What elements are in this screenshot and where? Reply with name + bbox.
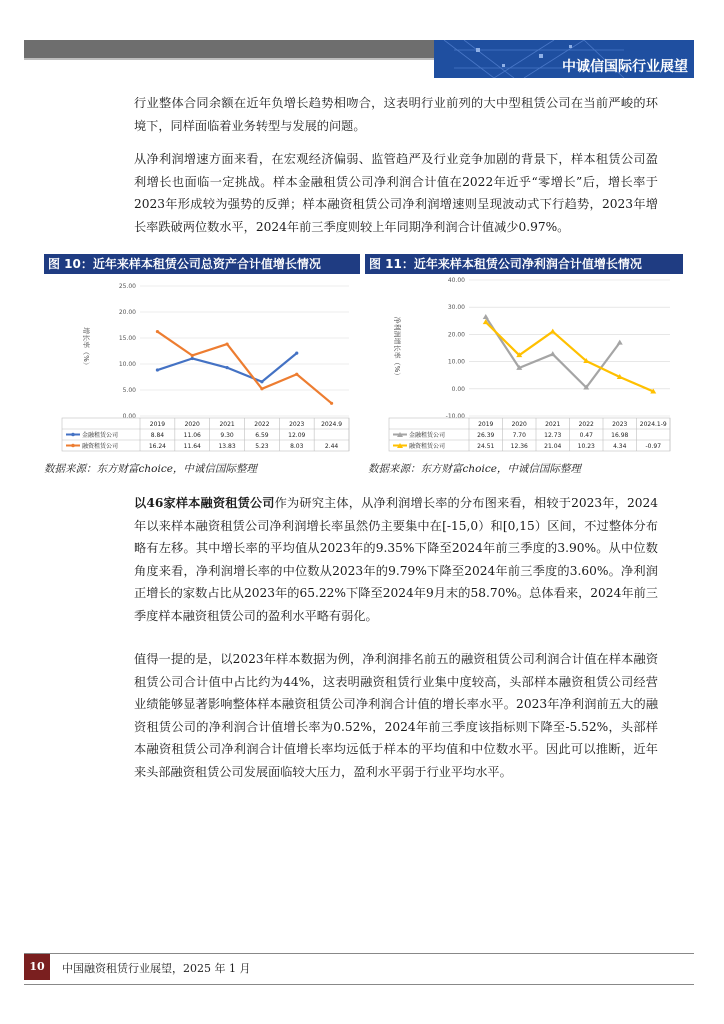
paragraph-1: 行业整体合同余额在近年负增长趋势相吻合，这表明行业前列的大中型租赁公司在当前严峻的环境下，同样面临着业务转型与发展的问题。 <box>134 96 658 133</box>
legend-series-name: 金融租赁公司 <box>409 432 446 439</box>
paragraph-3-text: 作为研究主体，从净利润增长率的分布图来看，相较于2023年，2024年以来样本融资租赁公司净利润增长率虽然仍主要集中在[-15,0）和[0,15）区间，不过整体分布略有左移。其中增长率的平均值从2023年的9.35%下降至2024年前三季度的3.90%。从中位数角度来看，净利润增长率的中位数从2023年的9.79%下降至2024年前三季度的3.60%。净利润正增长的家数占比从2023年的65.22%下降至2024年9月末的58.70%。总体看来，2024年前三季度样本融资租赁公司的盈利水平略有弱化。 <box>134 496 658 623</box>
x-category-label: 2022 <box>254 421 270 428</box>
data-value-label: 12.36 <box>510 443 528 450</box>
y-tick-label: 10.00 <box>118 361 136 368</box>
footer-text: 中国融资租赁行业展望，2025 年 1 月 <box>62 962 251 975</box>
data-point <box>260 387 263 390</box>
data-point <box>550 329 556 334</box>
y-tick-label: 30.00 <box>447 304 465 312</box>
legend-series-name: 融资租赁公司 <box>409 443 446 450</box>
data-value-label: 2.44 <box>324 443 339 450</box>
y-tick-label: -10.00 <box>445 413 465 420</box>
data-value-label: 4.34 <box>613 443 627 450</box>
data-value-label: 12.73 <box>544 432 562 439</box>
page-number: 10 <box>24 954 50 980</box>
data-point <box>260 380 263 383</box>
data-value-label: 9.30 <box>220 432 234 439</box>
data-value-label: 16.24 <box>148 443 167 450</box>
x-category-label: 2020 <box>184 421 200 428</box>
x-category-label: 2019 <box>149 421 166 428</box>
data-point <box>550 351 556 356</box>
y-tick-label: 10.00 <box>447 358 465 366</box>
data-value-label: 10.23 <box>577 443 595 450</box>
y-tick-label: 0.00 <box>122 413 136 420</box>
x-category-label: 2020 <box>511 421 527 428</box>
x-category-label: 2021 <box>545 421 561 428</box>
figure-10-title: 图 10：近年来样本租赁公司总资产合计值增长情况 <box>44 254 360 274</box>
legend-series-name: 金融租赁公司 <box>82 432 119 439</box>
data-point <box>295 373 298 376</box>
data-point <box>191 357 194 360</box>
figure-10-source: 数据来源：东方财富choice，中诚信国际整理 <box>44 463 257 475</box>
y-tick-label: 5.00 <box>122 387 136 394</box>
data-point <box>156 368 159 371</box>
data-point <box>191 354 194 357</box>
data-point <box>225 342 228 345</box>
data-value-label: 21.04 <box>544 443 562 450</box>
footer-bottom-divider <box>24 984 694 985</box>
paragraph-3-bold: 以46家样本融资租赁公司 <box>134 496 275 510</box>
x-category-label: 2022 <box>578 421 594 428</box>
data-value-label: 11.06 <box>183 432 201 439</box>
y-tick-label: 40.00 <box>447 277 465 284</box>
data-value-label: 24.51 <box>477 443 495 450</box>
data-value-label: 8.84 <box>150 432 165 439</box>
data-point <box>295 352 298 355</box>
data-point <box>156 330 159 333</box>
header-title: 中诚信国际行业展望 <box>562 59 688 75</box>
x-category-label: 2023 <box>612 421 628 428</box>
data-point <box>483 314 489 319</box>
data-value-label: 7.70 <box>512 432 526 439</box>
figure-10-chart <box>44 276 356 460</box>
data-value-label: 0.47 <box>579 432 593 439</box>
x-category-label: 2019 <box>478 421 494 428</box>
x-category-label: 2024.9 <box>321 421 343 428</box>
y-tick-label: 0.00 <box>451 385 465 393</box>
y-axis-label: 净利润增长率（%） <box>393 316 401 380</box>
data-value-label: 11.64 <box>183 443 201 450</box>
paragraph-2: 从净利润增速方面来看，在宏观经济偏弱、监管趋严及行业竞争加剧的背景下，样本租赁公司盈利增长也面临一定挑战。样本金融租赁公司净利润合计值在2022年近乎“零增长”后，增长率于2023年形成较为强势的反弹；样本融资租赁公司净利润增速则呈现波动式下行趋势，2023年增长率跌破两位数水平，2024年前三季度则较上年同期净利润合计值减少0.97%。 <box>134 152 658 234</box>
figure-11-source: 数据来源：东方财富choice，中诚信国际整理 <box>368 463 581 475</box>
data-value-label: 6.59 <box>255 432 269 439</box>
data-value-label: 13.83 <box>218 443 236 450</box>
figure-11-chart <box>365 276 679 460</box>
legend-series-name: 融资租赁公司 <box>82 443 119 450</box>
y-tick-label: 20.00 <box>118 309 136 316</box>
paragraph-4: 值得一提的是，以2023年样本数据为例，净利润排名前五的融资租赁公司利润合计值在样本融资租赁公司合计值中占比约为44%，这表明融资租赁行业集中度较高，头部样本融资租赁公司经营业绩能够显著影响整体样本融资租赁公司净利润合计值的增长率水平。2023年净利润前五大的融资租赁公司的净利润合计值增长率为0.52%，2024年前三季度该指标则下降至-5.52%，头部样本融资租赁公司净利润合计值增长率均远低于样本的平均值和中位数水平。因此可以推断，近年来头部融资租赁公司发展面临较大压力，盈利水平弱于行业平均水平。 <box>134 652 658 779</box>
series-line-2 <box>157 332 331 404</box>
x-category-label: 2024.1-9 <box>639 421 667 428</box>
y-tick-label: 25.00 <box>118 283 136 290</box>
figure-11-title: 图 11：近年来样本租赁公司净利润合计值增长情况 <box>365 254 683 274</box>
data-value-label: 5.23 <box>255 443 269 450</box>
data-point <box>617 340 623 345</box>
data-point <box>225 366 228 369</box>
data-point <box>330 402 333 405</box>
x-category-label: 2021 <box>219 421 235 428</box>
data-value-label: 16.98 <box>611 432 629 439</box>
y-tick-label: 20.00 <box>447 331 465 339</box>
data-value-label: 8.03 <box>290 443 304 450</box>
footer-divider <box>24 953 694 954</box>
data-value-label: 12.09 <box>288 432 306 439</box>
data-value-label: -0.97 <box>645 443 662 450</box>
x-category-label: 2023 <box>289 421 305 428</box>
legend-marker <box>71 433 75 437</box>
paragraph-3 <box>134 492 658 627</box>
data-value-label: 26.39 <box>477 432 495 439</box>
y-axis-label: 增长率（%） <box>82 327 90 369</box>
legend-marker <box>71 444 75 448</box>
y-tick-label: 15.00 <box>118 335 136 342</box>
